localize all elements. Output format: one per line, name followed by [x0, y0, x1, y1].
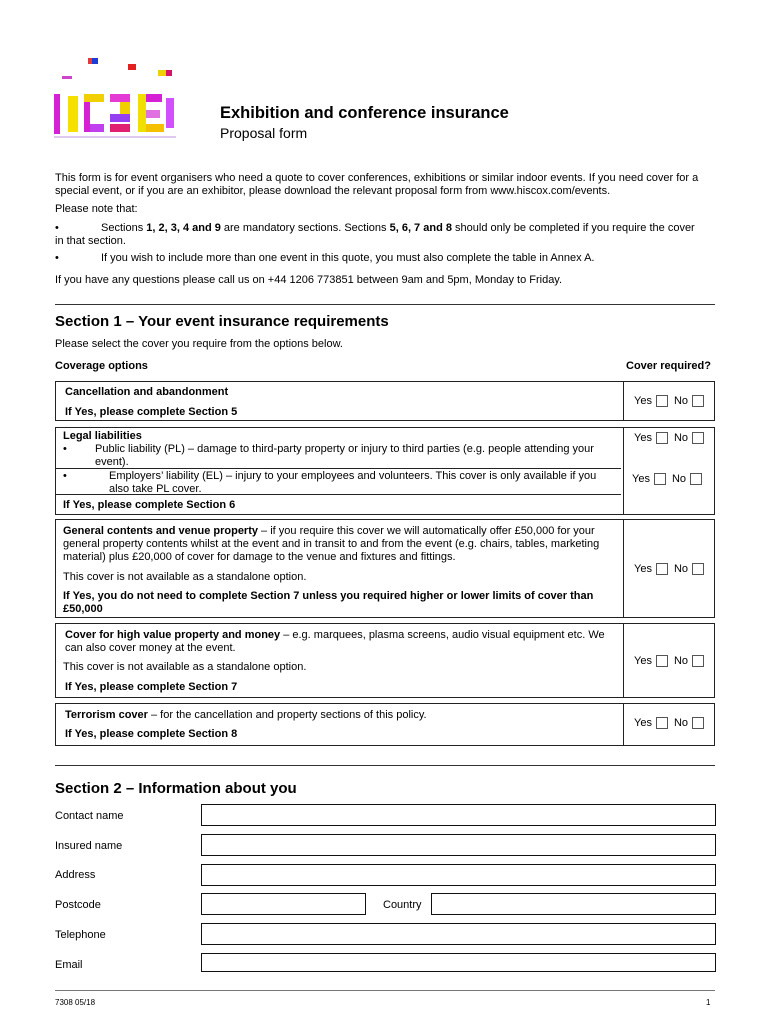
- pl-no-checkbox[interactable]: [692, 432, 704, 444]
- coverage-options-header: Coverage options: [55, 360, 148, 372]
- hiscox-logo: [54, 52, 176, 138]
- el-no-checkbox[interactable]: [690, 473, 702, 485]
- hv-no-checkbox[interactable]: [692, 655, 704, 667]
- postcode-field[interactable]: [201, 893, 366, 915]
- hv-note: If Yes, please complete Section 7: [65, 681, 238, 693]
- cancellation-title: Cancellation and abandonment: [65, 386, 229, 398]
- legal-note: If Yes, please complete Section 6: [63, 499, 236, 511]
- gc-no-checkbox[interactable]: [692, 563, 704, 575]
- insured-name-label: Insured name: [55, 840, 123, 852]
- el-yes-checkbox[interactable]: [654, 473, 666, 485]
- hv-standalone: This cover is not available as a standalone option.: [63, 661, 307, 673]
- hv-description: Cover for high value property and money – e.g. marquees, plasma screens, audio visual equipment etc. We can also cover money at the event.: [65, 629, 605, 654]
- telephone-field[interactable]: [201, 923, 716, 945]
- intro-paragraph: This form is for event organisers who need a quote to cover conferences, exhibitions or similar indoor events. If you need cover for a special event, or if you are an exhibitor, please download the relevant proposal form from www.hiscox.com/events.: [55, 172, 699, 197]
- address-label: Address: [55, 869, 96, 881]
- email-field[interactable]: [201, 953, 716, 972]
- high-value-row: [55, 623, 715, 698]
- pl-yes-checkbox[interactable]: [656, 432, 668, 444]
- section1-instruction: Please select the cover you require from the options below.: [55, 338, 343, 350]
- hv-yn: Yes No: [634, 655, 710, 667]
- cancellation-no-checkbox[interactable]: [692, 395, 704, 407]
- section2-title: Section 2 – Information about you: [55, 780, 297, 797]
- note-heading: Please note that:: [55, 203, 138, 215]
- terrorism-row: [55, 703, 715, 746]
- form-code: 7308 05/18: [55, 998, 96, 1007]
- legal-pl-item: • Public liability (PL) – damage to third-party property or injury to third parties (e.g. people attending your event).: [63, 443, 594, 468]
- cancellation-yes-checkbox[interactable]: [656, 395, 668, 407]
- legal-el-item: • Employers’ liability (EL) – injury to your employees and volunteers. This cover is only available if you also take PL cover.: [63, 470, 597, 495]
- legal-liabilities-row: [55, 427, 715, 515]
- divider: [55, 765, 715, 766]
- divider: [55, 304, 715, 305]
- insured-name-field[interactable]: [201, 834, 716, 856]
- cancellation-note: If Yes, please complete Section 5: [65, 406, 238, 418]
- gc-description: General contents and venue property – if you require this cover we will automatically offer £50,000 for your general property contents whilst at the event and in transit to and from the event (e.g. chairs, tables, marketing material) plus £20,000 of cover for damage to the venue and fixtures and fittings.: [63, 525, 600, 563]
- page-number: 1: [706, 998, 711, 1007]
- page-title: Exhibition and conference insurance: [220, 104, 509, 122]
- cancellation-row: [55, 381, 715, 421]
- el-yn: Yes No: [632, 473, 708, 485]
- email-label: Email: [55, 959, 83, 971]
- gc-note: If Yes, you do not need to complete Section 7 unless you required higher or lower limits of cover than £50,000: [63, 590, 594, 615]
- footer-divider: [55, 990, 715, 991]
- section1-title: Section 1 – Your event insurance requirements: [55, 313, 389, 330]
- postcode-label: Postcode: [55, 899, 101, 911]
- country-label: Country: [383, 899, 422, 911]
- bullet-annex: • If you wish to include more than one event in this quote, you must also complete the table in Annex A.: [55, 252, 595, 264]
- contact-name-label: Contact name: [55, 810, 124, 822]
- terrorism-yn: Yes No: [634, 717, 710, 729]
- gc-yn: Yes No: [634, 563, 710, 575]
- country-field[interactable]: [431, 893, 716, 915]
- hv-yes-checkbox[interactable]: [656, 655, 668, 667]
- terrorism-no-checkbox[interactable]: [692, 717, 704, 729]
- gc-standalone: This cover is not available as a standalone option.: [63, 571, 307, 583]
- cancellation-yn: Yes No: [634, 395, 710, 407]
- page-subtitle: Proposal form: [220, 125, 308, 141]
- gc-yes-checkbox[interactable]: [656, 563, 668, 575]
- cover-required-header: Cover required?: [626, 360, 711, 372]
- address-field[interactable]: [201, 864, 716, 886]
- legal-title: Legal liabilities: [63, 430, 142, 442]
- terrorism-yes-checkbox[interactable]: [656, 717, 668, 729]
- contact-name-field[interactable]: [201, 804, 716, 826]
- telephone-label: Telephone: [55, 929, 106, 941]
- pl-yn: Yes No: [634, 432, 710, 444]
- terrorism-note: If Yes, please complete Section 8: [65, 728, 238, 740]
- bullet-mandatory: • Sections 1, 2, 3, 4 and 9 are mandatory sections. Sections 5, 6, 7 and 8 should only be completed if you require the cover in that section.: [55, 222, 695, 247]
- terrorism-description: Terrorism cover – for the cancellation and property sections of this policy.: [65, 709, 427, 721]
- contact-info: If you have any questions please call us on +44 1206 773851 between 9am and 5pm, Monday to Friday.: [55, 274, 563, 286]
- general-contents-row: [55, 519, 715, 618]
